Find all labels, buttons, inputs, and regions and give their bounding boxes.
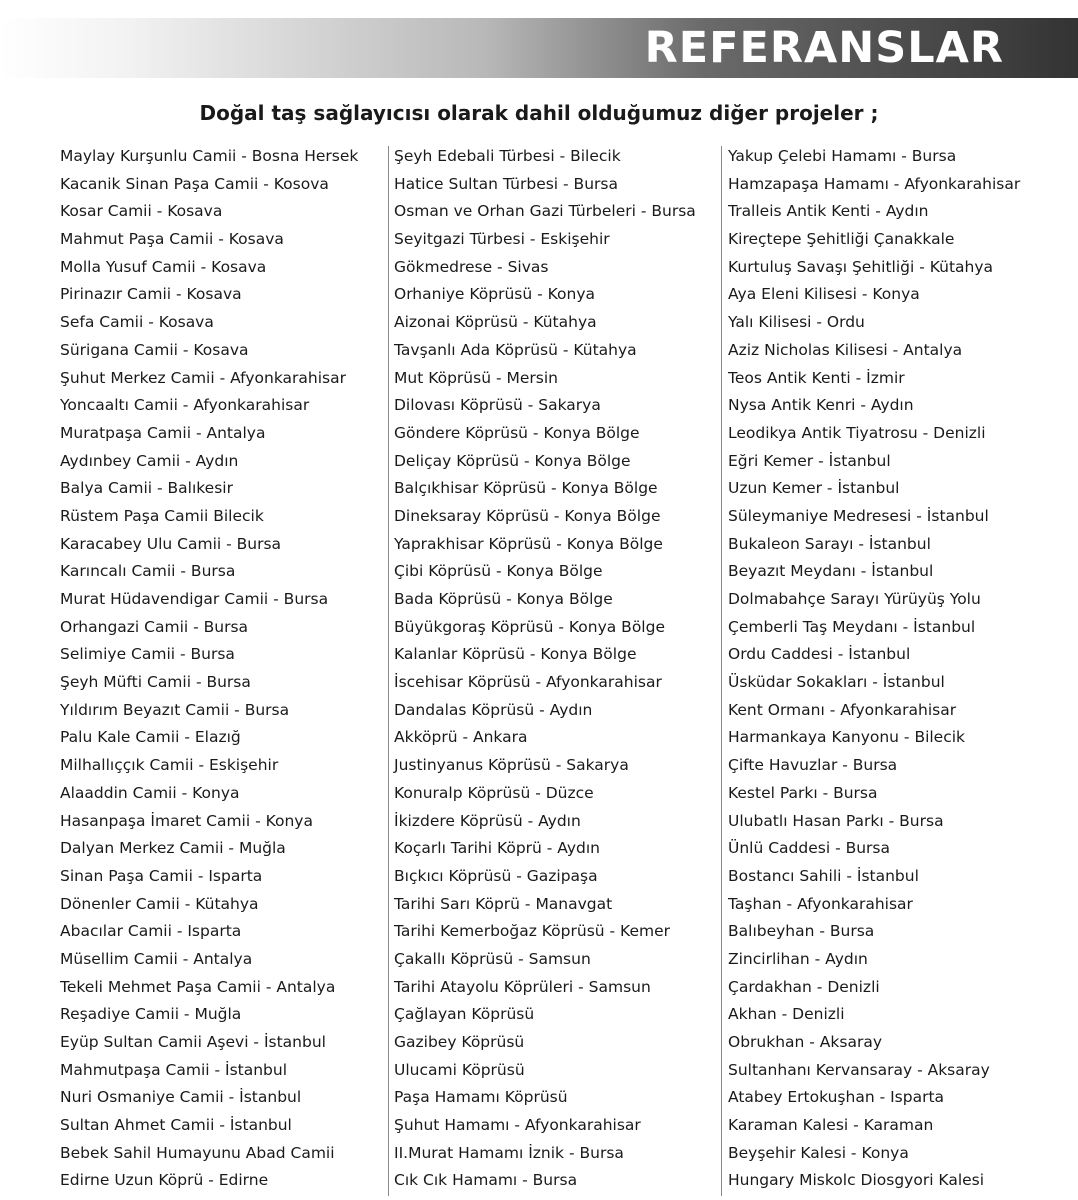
reference-item: Gazibey Köprüsü xyxy=(394,1033,525,1051)
reference-item: Sürigana Camii - Kosava xyxy=(60,340,249,359)
reference-item: Seyitgazi Türbesi - Eskişehir xyxy=(394,230,610,249)
column-divider xyxy=(721,146,722,1196)
reference-item: Nysa Antik Kenri - Aydın xyxy=(728,396,914,415)
column-divider xyxy=(388,146,389,1196)
reference-item: Aya Eleni Kilisesi - Konya xyxy=(728,285,920,304)
reference-item: Balçıkhisar Köprüsü - Konya Bölge xyxy=(394,479,658,498)
reference-item: Aydınbey Camii - Aydın xyxy=(60,451,239,470)
reference-item: Yaprakhisar Köprüsü - Konya Bölge xyxy=(394,534,663,553)
reference-item: Sultanhanı Kervansaray - Aksaray xyxy=(728,1060,990,1079)
reference-item: Milhallıççık Camii - Eskişehir xyxy=(60,756,279,775)
reference-item: Balya Camii - Balıkesir xyxy=(60,479,233,498)
reference-item: Nuri Osmaniye Camii - İstanbul xyxy=(60,1088,302,1107)
reference-item: Reşadiye Camii - Muğla xyxy=(60,1005,242,1024)
reference-item: Paşa Hamamı Köprüsü xyxy=(394,1088,568,1107)
reference-item: Ulubatlı Hasan Parkı - Bursa xyxy=(728,811,944,830)
reference-item: Karaman Kalesi - Karaman xyxy=(728,1116,934,1135)
reference-item: Tarihi Kemerboğaz Köprüsü - Kemer xyxy=(394,922,670,941)
reference-item: Tarihi Sarı Köprü - Manavgat xyxy=(394,894,613,913)
reference-item: Orhaniye Köprüsü - Konya xyxy=(394,285,596,304)
reference-item: Yoncaaltı Camii - Afyonkarahisar xyxy=(60,396,310,415)
reference-item: Yıldırım Beyazıt Camii - Bursa xyxy=(60,700,290,719)
reference-item: Karacabey Ulu Camii - Bursa xyxy=(60,534,282,553)
reference-item: Kestel Parkı - Bursa xyxy=(728,783,878,802)
reference-item: Karıncalı Camii - Bursa xyxy=(60,562,236,581)
reference-item: Müsellim Camii - Antalya xyxy=(60,949,253,968)
reference-item: Pirinazır Camii - Kosava xyxy=(60,285,242,304)
reference-item: Sefa Camii - Kosava xyxy=(60,313,214,332)
reference-item: Kacanik Sinan Paşa Camii - Kosova xyxy=(60,174,329,193)
reference-item: Edirne Uzun Köprü - Edirne xyxy=(60,1171,269,1190)
reference-item: Obrukhan - Aksaray xyxy=(728,1033,883,1051)
reference-item: Konuralp Köprüsü - Düzce xyxy=(394,783,594,802)
reference-item: Çakallı Köprüsü - Samsun xyxy=(394,949,591,968)
reference-item: Maylay Kurşunlu Camii - Bosna Hersek xyxy=(60,147,359,165)
reference-item: Kireçtepe Şehitliği Çanakkale xyxy=(728,230,955,249)
reference-item: Abacılar Camii - Isparta xyxy=(60,922,242,941)
reference-item: Dalyan Merkez Camii - Muğla xyxy=(60,839,286,858)
reference-item: Deliçay Köprüsü - Konya Bölge xyxy=(394,451,631,470)
reference-item: Ordu Caddesi - İstanbul xyxy=(728,645,911,664)
reference-item: Akhan - Denizli xyxy=(728,1005,845,1024)
reference-item: Eğri Kemer - İstanbul xyxy=(728,451,891,470)
reference-item: Göndere Köprüsü - Konya Bölge xyxy=(394,423,640,442)
page-title: REFERANSLAR xyxy=(644,23,1004,73)
reference-item: Bebek Sahil Humayunu Abad Camii xyxy=(60,1143,335,1162)
reference-item: Eyüp Sultan Camii Aşevi - İstanbul xyxy=(60,1033,326,1051)
reference-item: Yakup Çelebi Hamamı - Bursa xyxy=(728,147,957,165)
reference-item: Zincirlihan - Aydın xyxy=(728,949,868,968)
reference-item: Hamzapaşa Hamamı - Afyonkarahisar xyxy=(728,174,1021,193)
reference-list-column-1 xyxy=(60,145,358,1197)
reference-item: Dilovası Köprüsü - Sakarya xyxy=(394,396,601,415)
reference-item: Mahmutpaşa Camii - İstanbul xyxy=(60,1060,288,1079)
reference-item: Orhangazi Camii - Bursa xyxy=(60,617,249,636)
reference-item: Gökmedrese - Sivas xyxy=(394,257,549,276)
reference-item: Koçarlı Tarihi Köprü - Aydın xyxy=(394,839,600,858)
reference-item: Tekeli Mehmet Paşa Camii - Antalya xyxy=(60,977,336,996)
reference-item: Taşhan - Afyonkarahisar xyxy=(728,894,913,913)
reference-item: Uzun Kemer - İstanbul xyxy=(728,479,900,498)
page-subtitle: Doğal taş sağlayıcısı olarak dahil olduğumuz diğer projeler ; xyxy=(199,101,879,125)
reference-item: Çağlayan Köprüsü xyxy=(394,1005,535,1024)
reference-item: Hungary Miskolc Diosgyori Kalesi xyxy=(728,1171,985,1190)
reference-list-column-3 xyxy=(728,145,1020,1197)
reference-item: Yalı Kilisesi - Ordu xyxy=(728,313,865,332)
reference-item: Kurtuluş Savaşı Şehitliği - Kütahya xyxy=(728,257,994,276)
reference-item: Aizonai Köprüsü - Kütahya xyxy=(394,313,597,332)
reference-item: Bostancı Sahili - İstanbul xyxy=(728,866,919,885)
reference-item: Aziz Nicholas Kilisesi - Antalya xyxy=(728,340,963,359)
reference-item: Selimiye Camii - Bursa xyxy=(60,645,235,664)
reference-item: Dineksaray Köprüsü - Konya Bölge xyxy=(394,506,661,525)
reference-item: Tavşanlı Ada Köprüsü - Kütahya xyxy=(394,340,637,359)
reference-item: Beyazıt Meydanı - İstanbul xyxy=(728,562,934,581)
reference-item: Büyükgoraş Köprüsü - Konya Bölge xyxy=(394,617,665,636)
reference-item: Hasanpaşa İmaret Camii - Konya xyxy=(60,811,313,830)
reference-item: Şeyh Müfti Camii - Bursa xyxy=(60,673,251,692)
reference-item: Osman ve Orhan Gazi Türbeleri - Bursa xyxy=(394,202,696,221)
reference-item: Atabey Ertokuşhan - Isparta xyxy=(728,1088,945,1107)
reference-item: Bada Köprüsü - Konya Bölge xyxy=(394,590,613,608)
reference-item: Justinyanus Köprüsü - Sakarya xyxy=(394,756,629,775)
reference-item: Beyşehir Kalesi - Konya xyxy=(728,1143,909,1162)
reference-item: Ünlü Caddesi - Bursa xyxy=(728,839,890,858)
reference-item: Üsküdar Sokakları - İstanbul xyxy=(728,673,945,692)
reference-item: Şeyh Edebali Türbesi - Bilecik xyxy=(394,147,621,165)
reference-item: Çifte Havuzlar - Bursa xyxy=(728,756,898,775)
reference-item: Alaaddin Camii - Konya xyxy=(60,783,240,802)
reference-item: Kosar Camii - Kosava xyxy=(60,202,223,221)
reference-item: Şuhut Merkez Camii - Afyonkarahisar xyxy=(60,368,346,387)
reference-item: Süleymaniye Medresesi - İstanbul xyxy=(728,506,989,525)
reference-item: Balıbeyhan - Bursa xyxy=(728,922,875,941)
reference-item: İscehisar Köprüsü - Afyonkarahisar xyxy=(394,673,662,692)
reference-item: Akköprü - Ankara xyxy=(394,728,528,747)
reference-item: II.Murat Hamamı İznik - Bursa xyxy=(394,1143,624,1162)
reference-list-column-2 xyxy=(394,145,696,1197)
reference-item: Bıçkıcı Köprüsü - Gazipaşa xyxy=(394,866,598,885)
reference-item: Sinan Paşa Camii - Isparta xyxy=(60,866,263,885)
reference-item: Muratpaşa Camii - Antalya xyxy=(60,423,266,442)
reference-item: Dönenler Camii - Kütahya xyxy=(60,894,259,913)
reference-item: Murat Hüdavendigar Camii - Bursa xyxy=(60,590,329,608)
reference-item: Mut Köprüsü - Mersin xyxy=(394,368,558,387)
reference-item: Teos Antik Kenti - İzmir xyxy=(728,368,905,387)
reference-item: Çibi Köprüsü - Konya Bölge xyxy=(394,562,603,581)
reference-item: Rüstem Paşa Camii Bilecik xyxy=(60,506,264,525)
reference-item: İkizdere Köprüsü - Aydın xyxy=(394,811,581,830)
reference-item: Şuhut Hamamı - Afyonkarahisar xyxy=(394,1116,641,1135)
reference-item: Hatice Sultan Türbesi - Bursa xyxy=(394,174,618,193)
reference-item: Kent Ormanı - Afyonkarahisar xyxy=(728,700,957,719)
reference-item: Ulucami Köprüsü xyxy=(394,1060,525,1079)
reference-item: Molla Yusuf Camii - Kosava xyxy=(60,257,267,276)
reference-item: Tarihi Atayolu Köprüleri - Samsun xyxy=(394,977,651,996)
reference-item: Kalanlar Köprüsü - Konya Bölge xyxy=(394,645,637,664)
reference-item: Çardakhan - Denizli xyxy=(728,977,880,996)
reference-item: Bukaleon Sarayı - İstanbul xyxy=(728,534,931,553)
reference-item: Tralleis Antik Kenti - Aydın xyxy=(728,202,929,221)
reference-item: Cık Cık Hamamı - Bursa xyxy=(394,1171,578,1190)
reference-item: Harmankaya Kanyonu - Bilecik xyxy=(728,728,966,747)
reference-item: Leodikya Antik Tiyatrosu - Denizli xyxy=(728,423,986,442)
reference-item: Çemberli Taş Meydanı - İstanbul xyxy=(728,617,976,636)
reference-item: Dandalas Köprüsü - Aydın xyxy=(394,700,593,719)
reference-item: Dolmabahçe Sarayı Yürüyüş Yolu xyxy=(728,590,981,608)
reference-item: Mahmut Paşa Camii - Kosava xyxy=(60,230,284,249)
reference-item: Sultan Ahmet Camii - İstanbul xyxy=(60,1116,292,1135)
reference-item: Palu Kale Camii - Elazığ xyxy=(60,728,241,747)
